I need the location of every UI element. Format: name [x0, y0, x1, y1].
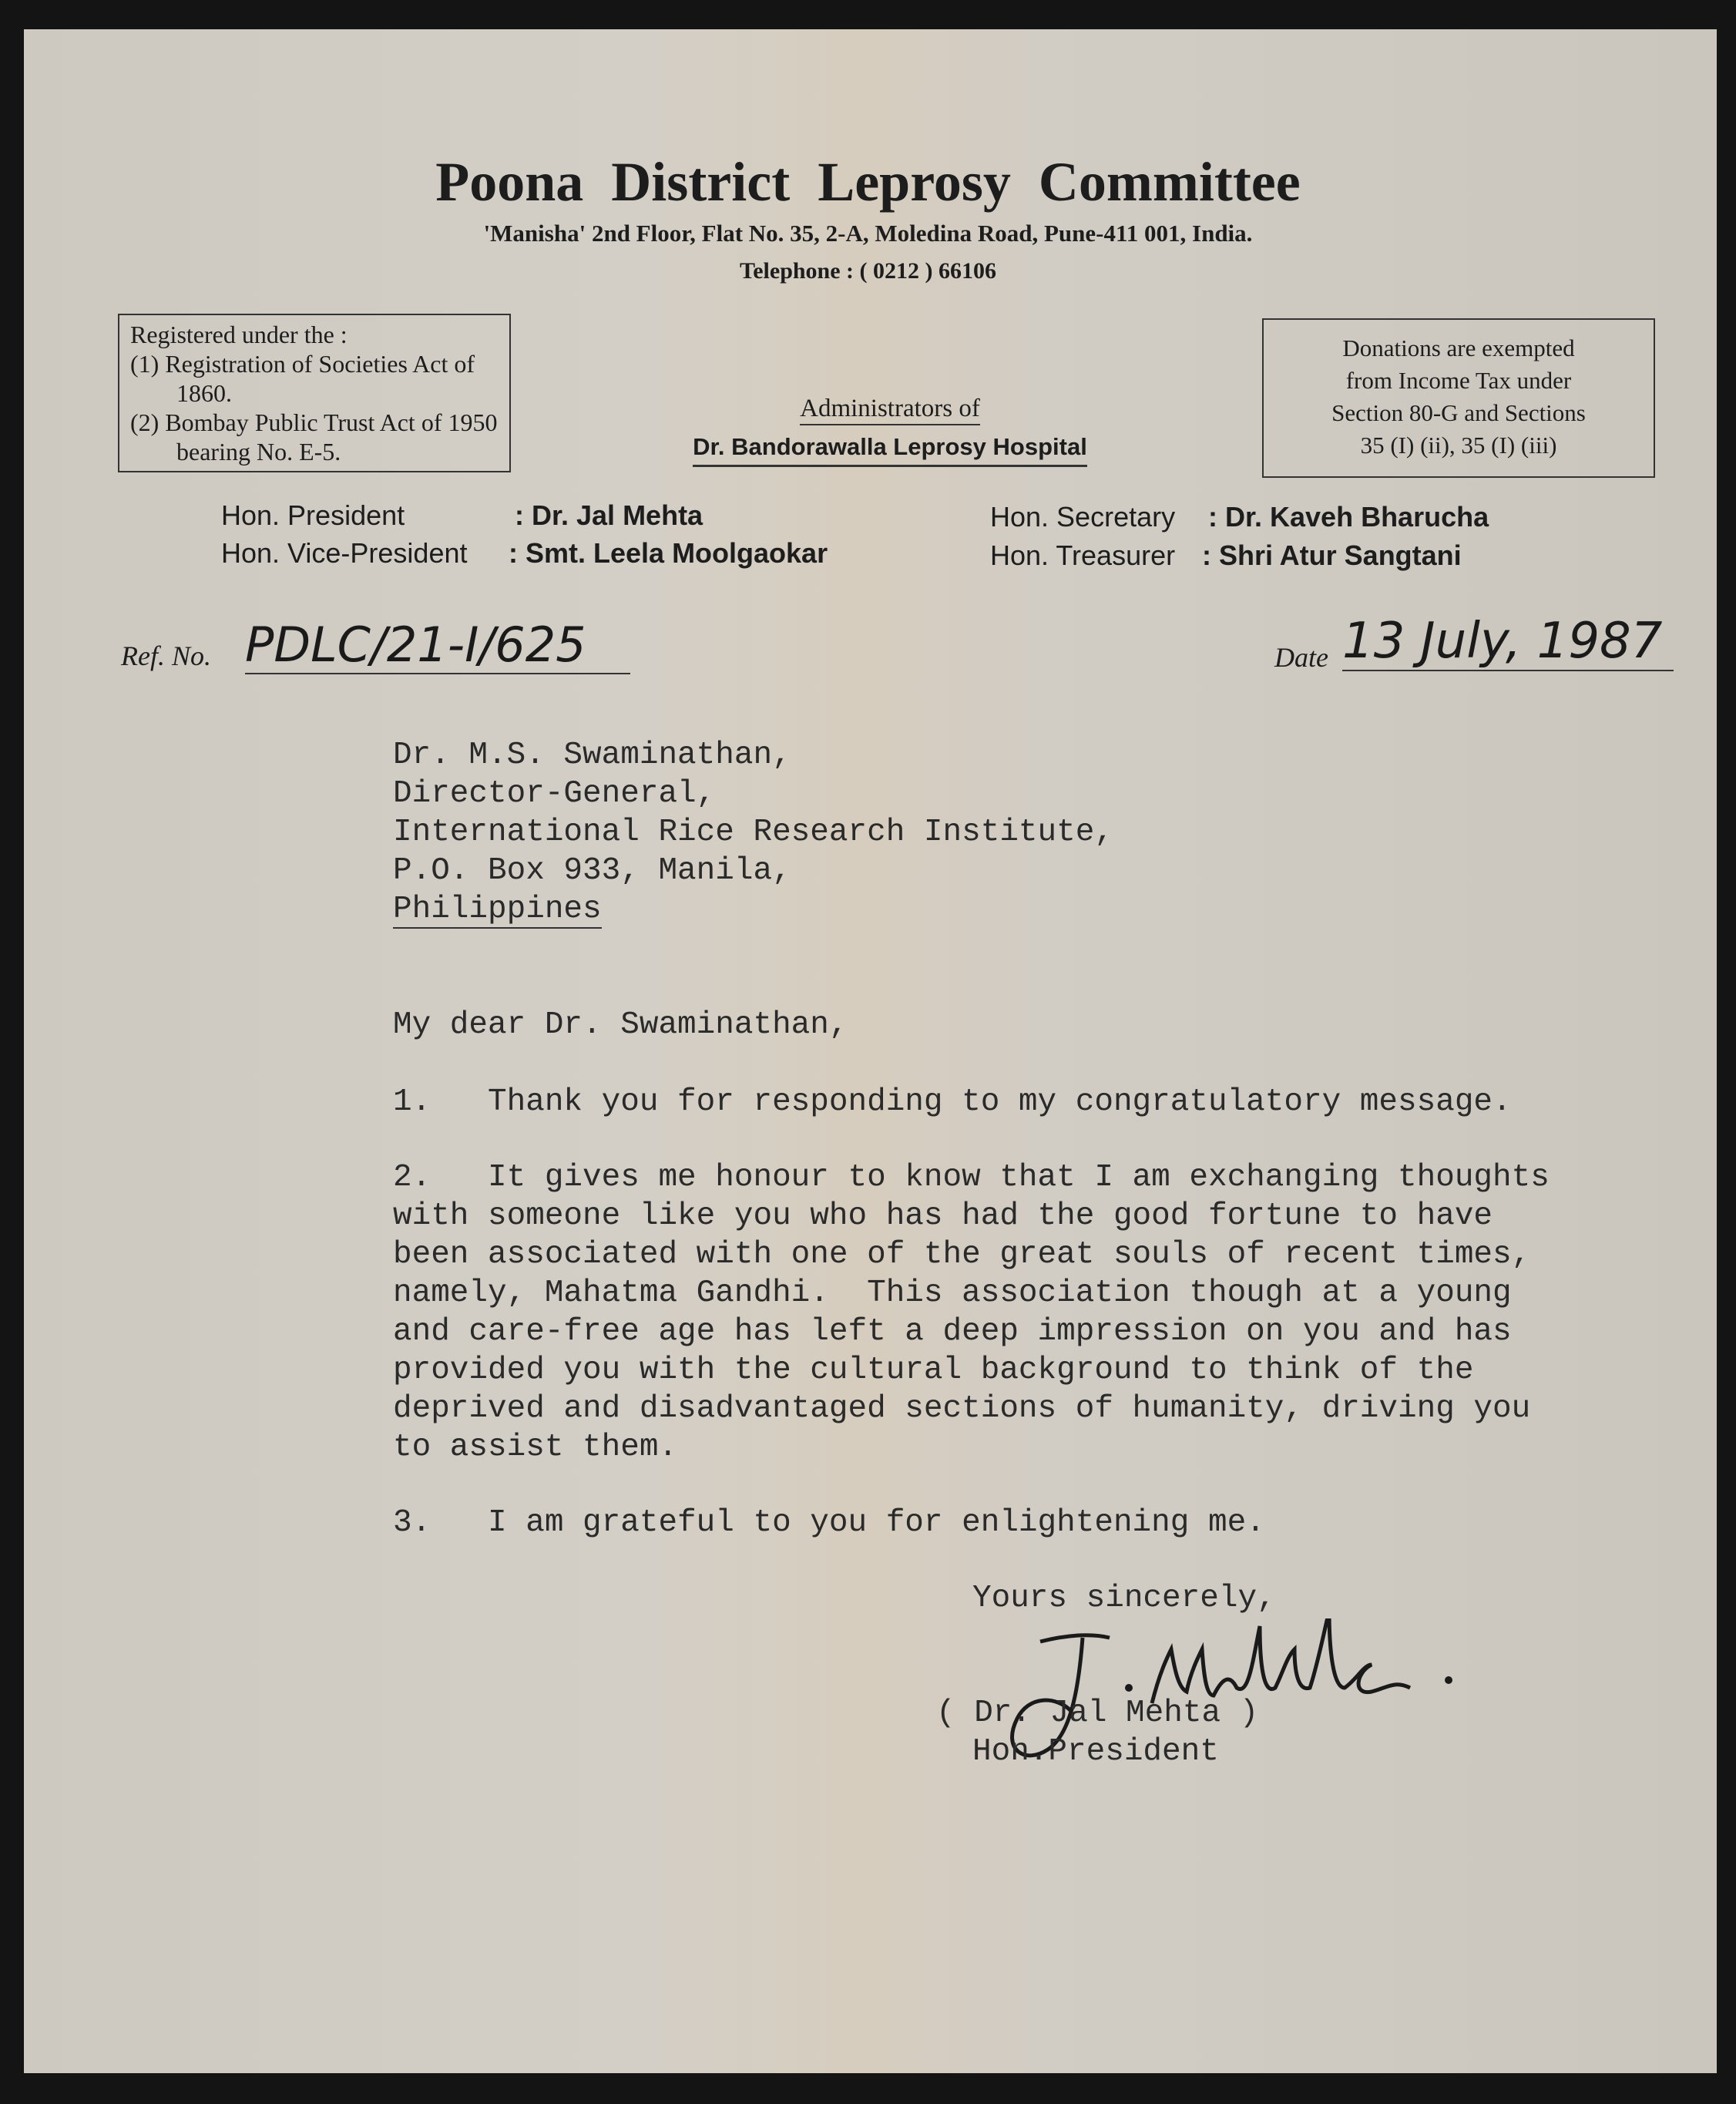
recipient-line: Dr. M.S. Swaminathan, [393, 738, 791, 773]
paragraph-line: 2. It gives me honour to know that I am exchanging thoughts [393, 1160, 1550, 1195]
recipient-country: Philippines [393, 892, 602, 927]
officer-name: : Shri Atur Sangtani [1202, 539, 1462, 571]
officer-role: Hon. President [221, 499, 405, 531]
signatory-title: Hon.President [972, 1734, 1219, 1770]
organization-telephone: Telephone : ( 0212 ) 66106 [739, 258, 997, 284]
tax-exemption-box [1262, 318, 1655, 478]
paragraph-line: with someone like you who has had the good fortune to have [393, 1198, 1493, 1234]
paragraph-1: 1. Thank you for responding to my congratulatory message. [393, 1084, 1512, 1120]
officer-name: : Dr. Kaveh Bharucha [1208, 501, 1489, 533]
officer-name: : Smt. Leela Moolgaokar [509, 537, 828, 569]
tax-line: 35 (I) (ii), 35 (I) (iii) [1360, 432, 1557, 459]
hospital-name: Dr. Bandorawalla Leprosy Hospital [647, 433, 1133, 461]
paragraph-line: provided you with the cultural background to think of the [393, 1353, 1474, 1388]
officer-role: Hon. Treasurer [990, 539, 1176, 571]
closing: Yours sincerely, [972, 1581, 1276, 1616]
registration-item: (2) Bombay Public Trust Act of 1950 bearing No. E-5. [130, 408, 498, 466]
recipient-line: P.O. Box 933, Manila, [393, 853, 791, 889]
organization-address: 'Manisha' 2nd Floor, Flat No. 35, 2-A, Moledina Road, Pune-411 001, India. [483, 220, 1253, 247]
paragraph-line: namely, Mahatma Gandhi. This association though at a young [393, 1276, 1512, 1311]
salutation: My dear Dr. Swaminathan, [393, 1007, 848, 1043]
paragraph-line: to assist them. [393, 1430, 678, 1465]
ref-number: PDLC/21-I/625 [245, 617, 630, 674]
recipient-address [393, 736, 1113, 929]
paragraph-line: deprived and disadvantaged sections of humanity, driving you [393, 1391, 1531, 1427]
officer-name: : Dr. Jal Mehta [515, 499, 703, 531]
tax-line: from Income Tax under [1345, 367, 1572, 394]
officer-role: Hon. Vice-President [221, 537, 468, 569]
registration-heading: Registered under the : [130, 321, 348, 348]
date-label: Date [1274, 642, 1328, 673]
ref-label: Ref. No. [121, 640, 211, 671]
recipient-line: Director-General, [393, 776, 716, 812]
paragraph-line: and care-free age has left a deep impression on you and has [393, 1314, 1512, 1349]
signatory-name: ( Dr. Jal Mehta ) [936, 1696, 1259, 1731]
tax-line: Section 80-G and Sections [1331, 399, 1586, 426]
registration-item: (1) Registration of Societies Act of 1860. [130, 350, 475, 407]
paragraph-2 [393, 1158, 1550, 1467]
paragraph-line: been associated with one of the great souls of recent times, [393, 1237, 1531, 1272]
paragraph-3: 3. I am grateful to you for enlightening me. [393, 1505, 1265, 1541]
officer-role: Hon. Secretary [990, 501, 1176, 533]
administrators-label: Administrators of [647, 395, 1133, 423]
recipient-line: International Rice Research Institute, [393, 815, 1113, 850]
date-value: 13 July, 1987 [1342, 613, 1674, 671]
organization-title: Poona District Leprosy Committee [435, 151, 1301, 213]
registration-box [118, 314, 511, 472]
tax-line: Donations are exempted [1342, 334, 1575, 361]
